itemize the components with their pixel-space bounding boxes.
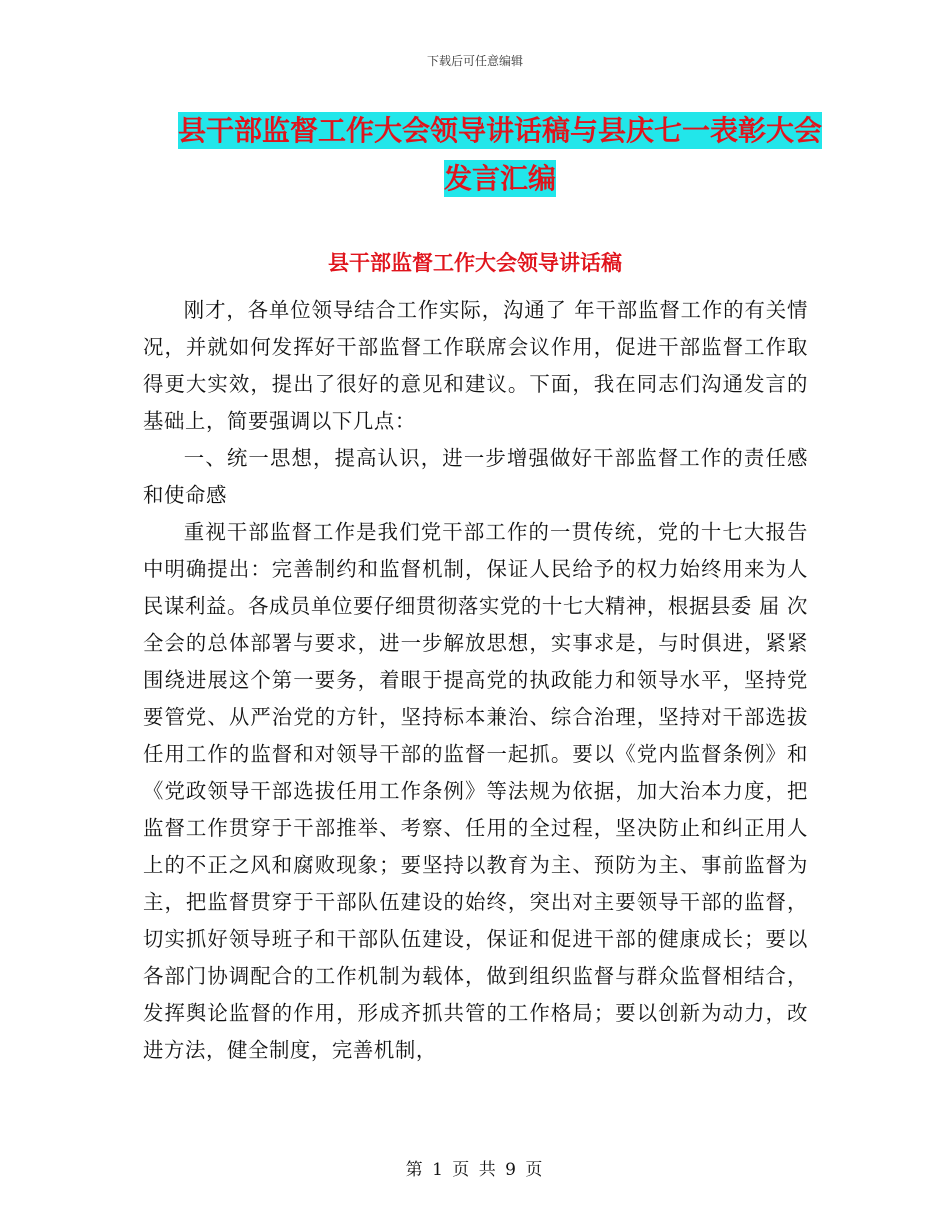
title-line-1: 县干部监督工作大会领导讲话稿与县庆七一表彰大会 [177,114,822,147]
document-title [150,107,850,203]
title-line-2: 发言汇编 [443,162,556,195]
paragraph-supervision: 重视干部监督工作是我们党干部工作的一贯传统，党的十七大报告中明确提出：完善制约和监督机制，保证人民给予的权力始终用来为人民谋利益。各成员单位要仔细贯彻落实党的十七大精神，根据县委 届 次全会的总体部署与要求，进一步解放思想，实事求是，与时俱进，紧紧围绕进展这个第一要务，着眼于提高党的执政能力和领导水平，坚持党要管党、从严治党的方针，坚持标本兼治、综合治理，坚持对干部选拔任用工作的监督和对领导干部的监督一起抓。要以《党内监督条例》和《党政领导干部选拔任用工作条例》等法规为依据，加大治本力度，把监督工作贯穿于干部推举、考察、任用的全过程，坚决防止和纠正用人上的不正之风和腐败现象；要坚持以教育为主、预防为主、事前监督为主，把监督贯穿于干部队伍建设的始终，突出对主要领导干部的监督，切实抓好领导班子和干部队伍建设，保证和促进干部的健康成长；要以各部门协调配合的工作机制为载体，做到组织监督与群众监督相结合，发挥舆论监督的作用，形成齐抓共管的工作格局；要以创新为动力，改进方法，健全制度，完善机制， [143,520,808,1062]
paragraph-heading-one: 一、统一思想，提高认识，进一步增强做好干部监督工作的责任感和使命感 [143,446,808,507]
page-header-note: 下载后可任意编辑 [426,54,523,68]
document-body [143,292,808,1069]
paragraph-intro: 刚才，各单位领导结合工作实际，沟通了 年干部监督工作的有关情况，并就如何发挥好干部监督工作联席会议作用，促进干部监督工作取得更大实效，提出了很好的意见和建议。下面，我在同志们沟通发言的基础上，简要强调以下几点： [143,298,808,433]
page-number: 第 1 页 共 9 页 [405,1160,545,1180]
section-title: 县干部监督工作大会领导讲话稿 [328,251,622,275]
